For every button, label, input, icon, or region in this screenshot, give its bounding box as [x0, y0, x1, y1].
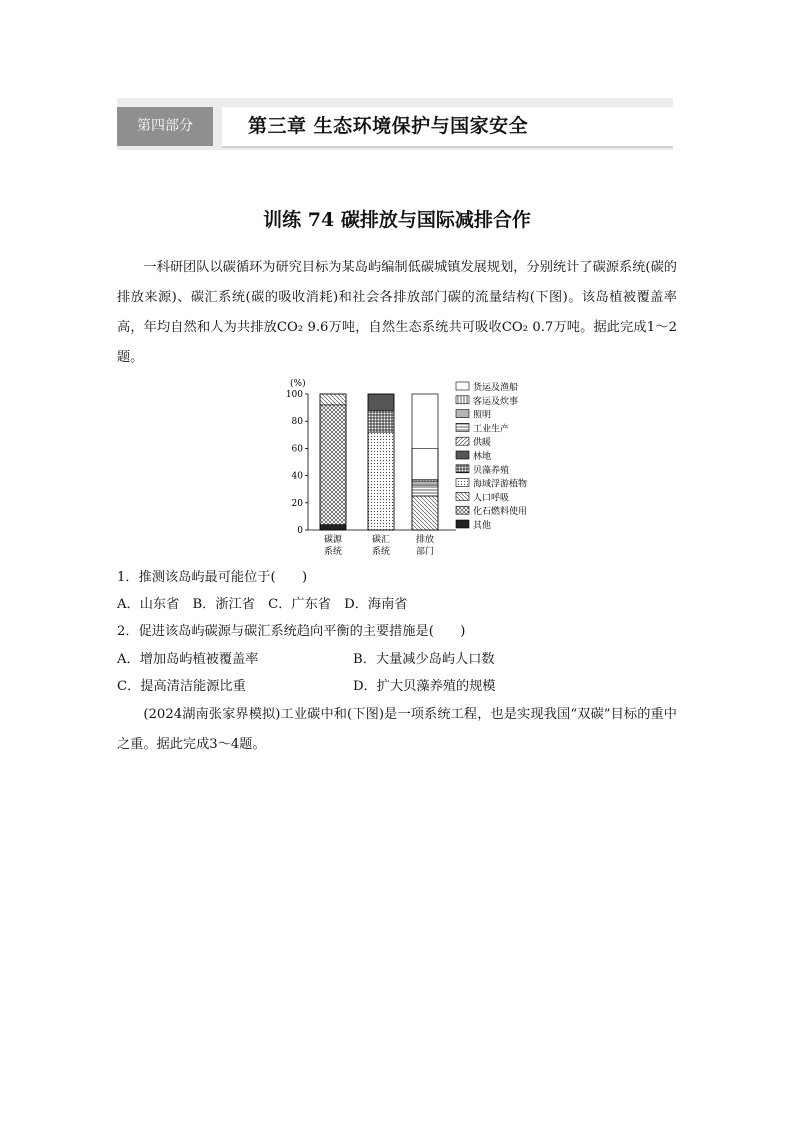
- q1-option-a[interactable]: A．山东省: [117, 597, 180, 612]
- x-category-label: 系统: [371, 547, 391, 557]
- question-1-options: [117, 591, 407, 618]
- question-2-stem: 2．促进该岛屿碳源与碳汇系统趋向平衡的主要措施是( ): [117, 624, 466, 639]
- y-tick-label: 40: [291, 471, 303, 482]
- bar-segment: [368, 432, 394, 530]
- q2-option-c[interactable]: C．提高清洁能源比重: [117, 679, 246, 694]
- bar-segment: [368, 394, 394, 410]
- bar-segment: [412, 496, 438, 530]
- x-category-label: 碳汇: [371, 535, 391, 545]
- q2-option-b[interactable]: B．大量减少岛屿人口数: [353, 652, 495, 667]
- legend-swatch: [456, 382, 469, 390]
- q2-option-d[interactable]: D．扩大贝藻养殖的规模: [353, 679, 496, 694]
- chapter-title: 第三章 生态环境保护与国家安全: [248, 115, 529, 137]
- y-tick-label: 60: [291, 444, 303, 455]
- bar-segment: [412, 448, 438, 479]
- bar-segment: [412, 485, 438, 496]
- legend-label: 化石燃料使用: [473, 507, 528, 518]
- q1-option-b[interactable]: B．浙江省: [192, 597, 255, 612]
- intro-text: 一科研团队以碳循环为研究目标为某岛屿编制低碳城镇发展规划，分别统计了碳源系统(碳的排放来源)、碳汇系统(碳的吸收消耗)和社会各排放部门碳的流量结构(下图)。该岛植被覆盖率高，年均自然和人为共排放CO₂ 9.6万吨，自然生态系统共可吸收CO₂ 0.7万吨。据此完成1～2题。: [117, 260, 677, 365]
- intro-paragraph: [117, 253, 677, 373]
- bar-segment: [320, 394, 346, 405]
- legend-swatch: [456, 410, 469, 418]
- y-tick-label: 80: [291, 417, 303, 428]
- legend-label: 林地: [473, 452, 492, 462]
- bar-segment: [412, 481, 438, 485]
- legend-label: 贝藻养殖: [473, 465, 510, 476]
- legend-swatch: [456, 492, 469, 500]
- legend-label: 其他: [473, 521, 492, 531]
- legend-label: 照明: [473, 410, 492, 421]
- legend-label: 供暖: [473, 438, 492, 449]
- y-tick-label: 0: [297, 526, 303, 536]
- outro-paragraph: [117, 700, 677, 760]
- legend-swatch: [456, 437, 469, 445]
- x-category-label: 系统: [323, 547, 343, 557]
- legend-swatch: [456, 479, 469, 487]
- stacked-bar-chart: [280, 372, 560, 567]
- legend-swatch: [456, 451, 469, 459]
- legend-label: 海域浮游植物: [473, 479, 528, 490]
- bar-segment: [320, 525, 346, 530]
- bar-segment: [320, 405, 346, 525]
- legend-swatch: [456, 465, 469, 473]
- q2-option-a[interactable]: A．增加岛屿植被覆盖率: [117, 652, 259, 667]
- part-tag: 第四部分: [117, 107, 213, 146]
- y-tick-label: 100: [285, 390, 303, 400]
- legend-swatch: [456, 396, 469, 404]
- legend-swatch: [456, 506, 469, 514]
- q1-option-c[interactable]: C．广东省: [268, 597, 331, 612]
- legend-label: 人口呼吸: [473, 493, 510, 504]
- legend-swatch: [456, 423, 469, 431]
- x-category-label: 部门: [415, 547, 435, 557]
- q1-option-d[interactable]: D．海南省: [344, 597, 408, 612]
- legend-swatch: [456, 520, 469, 528]
- x-category-label: 碳源: [323, 535, 343, 545]
- bar-segment: [368, 410, 394, 432]
- legend-label: 客运及炊事: [473, 396, 519, 407]
- legend-label: 货运及渔船: [473, 383, 519, 393]
- page-title: 训练 74 碳排放与国际减排合作: [263, 209, 531, 231]
- question-1-stem: 1．推测该岛屿最可能位于( ): [117, 570, 308, 585]
- x-category-label: 排放: [415, 535, 435, 545]
- outro-text: (2024湖南张家界模拟)工业碳中和(下图)是一项系统工程，也是实现我国“双碳”目标的重中之重。据此完成3～4题。: [117, 707, 677, 752]
- y-tick-label: 20: [291, 498, 303, 509]
- y-axis-label: (%): [290, 379, 306, 389]
- legend-label: 工业生产: [473, 424, 510, 435]
